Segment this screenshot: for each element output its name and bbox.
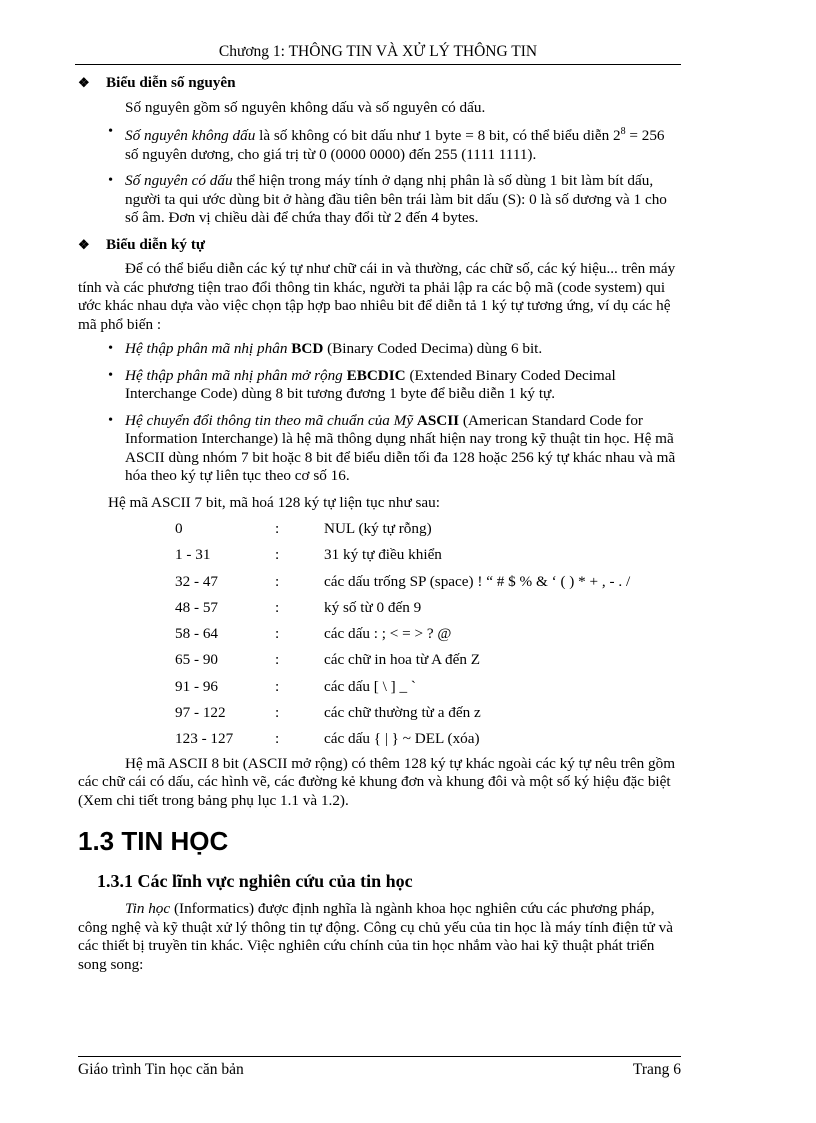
- table-row: [175, 726, 630, 752]
- text: = 256 số nguyên dương, cho giá trị từ 0 (0000 0000) đến 255 (1111 1111).: [125, 127, 665, 163]
- text: (Informatics) được định nghĩa là ngành khoa học nghiên cứu các phương pháp, công nghệ và kỹ thuật xử lý thông tin tự động. Công cụ chủ yếu của tin học là máy tính điện tử và các thiết bị truyền tin khác. Việc nghiên cứu chính của tin học nhắm vào hai kỹ thuật phát triển song song:: [78, 900, 673, 973]
- range-cell: 65 - 90: [175, 651, 219, 669]
- separator-cell: :: [275, 704, 280, 722]
- text: là số không có bit dấu như 1 byte = 8 bit, có thể biểu diễn 2: [255, 127, 621, 145]
- paragraph: Hệ mã ASCII 8 bit (ASCII mở rộng) có thêm 128 ký tự khác ngoài các ký tự nêu trên gồm các chữ cái có dấu, các hình vẽ, các đường kẻ khung đơn và khung đôi và một số ký hiệu đặc biệt (Xem chi tiết trong bảng phụ lục 1.1 và 1.2).: [78, 754, 676, 809]
- text: thể hiện trong máy tính ở dạng nhị phân là số dùng 1 bit làm bít dấu, người ta qui ước dùng bit ở hàng đầu tiên bên trái làm bit dấu (S): 0 là số dương và 1 cho số âm. Đơn vị chiều dài để chứa thay đổi từ 2 đến 4 bytes.: [125, 172, 667, 227]
- description-cell: ký số từ 0 đến 9: [324, 598, 422, 616]
- list-item: [78, 367, 680, 404]
- term: Hệ chuyển đổi thông tin theo mã chuẩn của Mỹ: [125, 411, 414, 429]
- list-item: [78, 123, 680, 164]
- page-header: [75, 42, 681, 65]
- bullet-dot-icon: •: [108, 367, 113, 383]
- description-cell: các dấu [ \ ] _ `: [324, 677, 416, 695]
- page-content: [78, 72, 680, 980]
- description-cell: 31 ký tự điều khiển: [324, 546, 442, 564]
- text: (American Standard Code for Information Interchange) là hệ mã thông dụng nhất hiện nay trong kỹ thuật tin học. Hệ mã ASCII dùng nhóm 7 bit hoặc 8 bit để biểu diễn tối đa 128 hoặc 256 ký tự khác nhau và mã hóa theo ký tự liên tục theo cơ số 16.: [125, 411, 676, 485]
- range-cell: 32 - 47: [175, 572, 219, 590]
- list-item: [78, 412, 680, 486]
- table-row: [175, 516, 630, 542]
- table-row: [175, 595, 630, 621]
- section-heading-char: [78, 236, 680, 255]
- range-cell: 48 - 57: [175, 598, 219, 616]
- footer-book-title: Giáo trình Tin học căn bản: [78, 1061, 244, 1078]
- table-row: [175, 674, 630, 700]
- code-name: ASCII: [416, 411, 460, 429]
- term: Số nguyên có dấu: [125, 172, 233, 190]
- description-cell: các dấu : ; < = > ? @: [324, 625, 452, 643]
- bullet-dot-icon: •: [108, 124, 113, 139]
- range-cell: 1 - 31: [175, 546, 211, 564]
- list-item-text: [125, 367, 680, 404]
- subsection-title: 1.3.1 Các lĩnh vực nghiên cứu của tin học: [97, 871, 413, 892]
- header-title: Chương 1: THÔNG TIN VÀ XỬ LÝ THÔNG TIN: [218, 43, 538, 60]
- separator-cell: :: [275, 519, 280, 537]
- code-name: EBCDIC: [346, 366, 406, 384]
- separator-cell: :: [275, 546, 280, 564]
- ascii-table: [175, 516, 630, 753]
- list-item: [78, 172, 680, 228]
- range-cell: 123 - 127: [175, 730, 234, 748]
- description-cell: các chữ in hoa từ A đến Z: [324, 651, 481, 669]
- list-item-text: [125, 123, 680, 164]
- code-name: BCD: [291, 340, 324, 358]
- separator-cell: :: [275, 598, 280, 616]
- list-item-text: [125, 172, 680, 228]
- bullet-dot-icon: •: [108, 173, 113, 189]
- table-row: [175, 542, 630, 568]
- table-row: [175, 648, 630, 674]
- footer-page-number: Trang 6: [632, 1061, 681, 1078]
- section-intro: Số nguyên gồm số nguyên không dấu và số nguyên có dấu.: [125, 98, 486, 116]
- table-row: [175, 569, 630, 595]
- term: Hệ thập phân mã nhị phân: [125, 340, 288, 358]
- range-cell: 91 - 96: [175, 677, 219, 695]
- superscript: 8: [620, 126, 626, 137]
- range-cell: 58 - 64: [175, 625, 219, 643]
- description-cell: NUL (ký tự rỗng): [324, 519, 432, 537]
- term: Số nguyên không dấu: [125, 127, 256, 145]
- separator-cell: :: [275, 572, 280, 590]
- list-item-text: [125, 340, 680, 359]
- separator-cell: :: [275, 651, 280, 669]
- description-cell: các dấu { | } ~ DEL (xóa): [324, 730, 480, 748]
- section-heading-integer: [78, 74, 680, 93]
- separator-cell: :: [275, 625, 280, 643]
- paragraph: [78, 900, 680, 974]
- term: Tin học: [125, 900, 171, 918]
- diamond-bullet-icon: ❖: [78, 75, 90, 90]
- separator-cell: :: [275, 730, 280, 748]
- section-title: Biểu diễn số nguyên: [106, 74, 236, 91]
- ascii-table-body: [175, 516, 630, 753]
- ascii-intro: Hệ mã ASCII 7 bit, mã hoá 128 ký tự liện tục như sau:: [108, 493, 440, 511]
- list-item-text: [125, 412, 680, 486]
- chapter-section-title: 1.3 TIN HỌC: [78, 826, 229, 857]
- separator-cell: :: [275, 677, 280, 695]
- list-item: [78, 340, 680, 359]
- range-cell: 97 - 122: [175, 704, 226, 722]
- description-cell: các dấu trống SP (space) ! “ # $ % & ‘ ( ) * + , - . /: [324, 572, 631, 590]
- description-cell: các chữ thường từ a đến z: [324, 704, 481, 722]
- text: (Extended Binary Coded Decimal Interchange Code) dùng 8 bit tương đương 1 byte để biễu diễn 1 ký tự.: [125, 366, 616, 403]
- range-cell: 0: [175, 519, 183, 537]
- term: Hệ thập phân mã nhị phân mở rộng: [125, 366, 343, 384]
- diamond-bullet-icon: ❖: [78, 236, 90, 252]
- table-row: [175, 700, 630, 726]
- table-row: [175, 621, 630, 647]
- paragraph: Để có thể biểu diễn các ký tự như chữ cái in và thường, các chữ số, các ký hiệu... trên máy tính và các phương tiện trao đổi thông tin khác, người ta phải lập ra các bộ mã (code system) qui ước khác nhau dựa vào việc chọn tập hợp bao nhiêu bit để diễn tả 1 ký tự tương ứng, ví dụ các hệ mã phổ biến :: [78, 260, 676, 333]
- bullet-dot-icon: •: [108, 412, 113, 428]
- bullet-dot-icon: •: [108, 341, 113, 357]
- text: (Binary Coded Decima) dùng 6 bit.: [323, 340, 543, 358]
- section-title: Biểu diễn ký tự: [106, 235, 205, 253]
- page-footer: [78, 1056, 681, 1079]
